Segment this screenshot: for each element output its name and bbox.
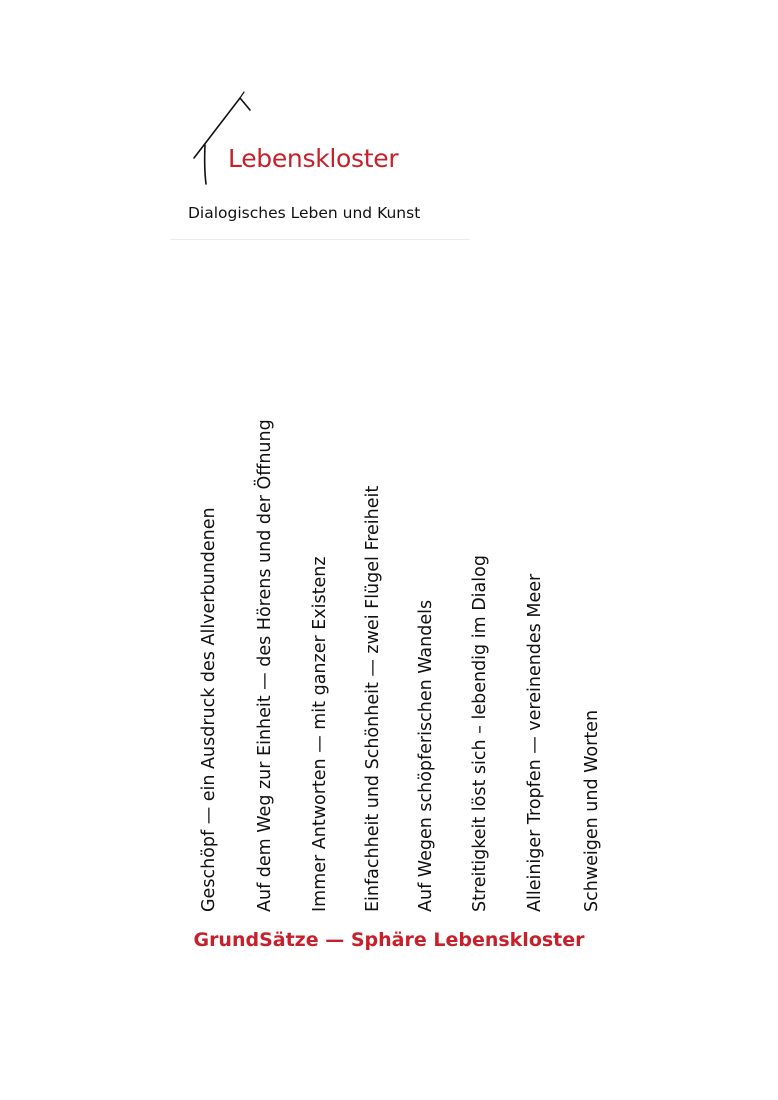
principle-line: Geschöpf — ein Ausdruck des Allverbundenen — [199, 507, 219, 912]
principle-line: Alleiniger Tropfen — vereinendes Meer — [525, 573, 545, 912]
principle-line: Immer Antworten — mit ganzer Existenz — [310, 556, 330, 912]
principle-line: Auf dem Weg zur Einheit — des Hörens und der Öffnung — [255, 419, 275, 912]
principle-line: Auf Wegen schöpferischen Wandels — [416, 599, 436, 912]
principle-line: Schweigen und Worten — [582, 709, 602, 912]
brand-name: Lebenskloster — [228, 144, 399, 173]
principle-line: Einfachheit und Schönheit — zwei Flügel Freiheit — [363, 485, 383, 912]
tagline: Dialogisches Leben und Kunst — [188, 204, 421, 222]
principle-line: Streitigkeit löst sich – lebendig im Dialog — [470, 555, 490, 912]
footer-title: GrundSätze — Sphäre Lebenskloster — [193, 929, 585, 951]
